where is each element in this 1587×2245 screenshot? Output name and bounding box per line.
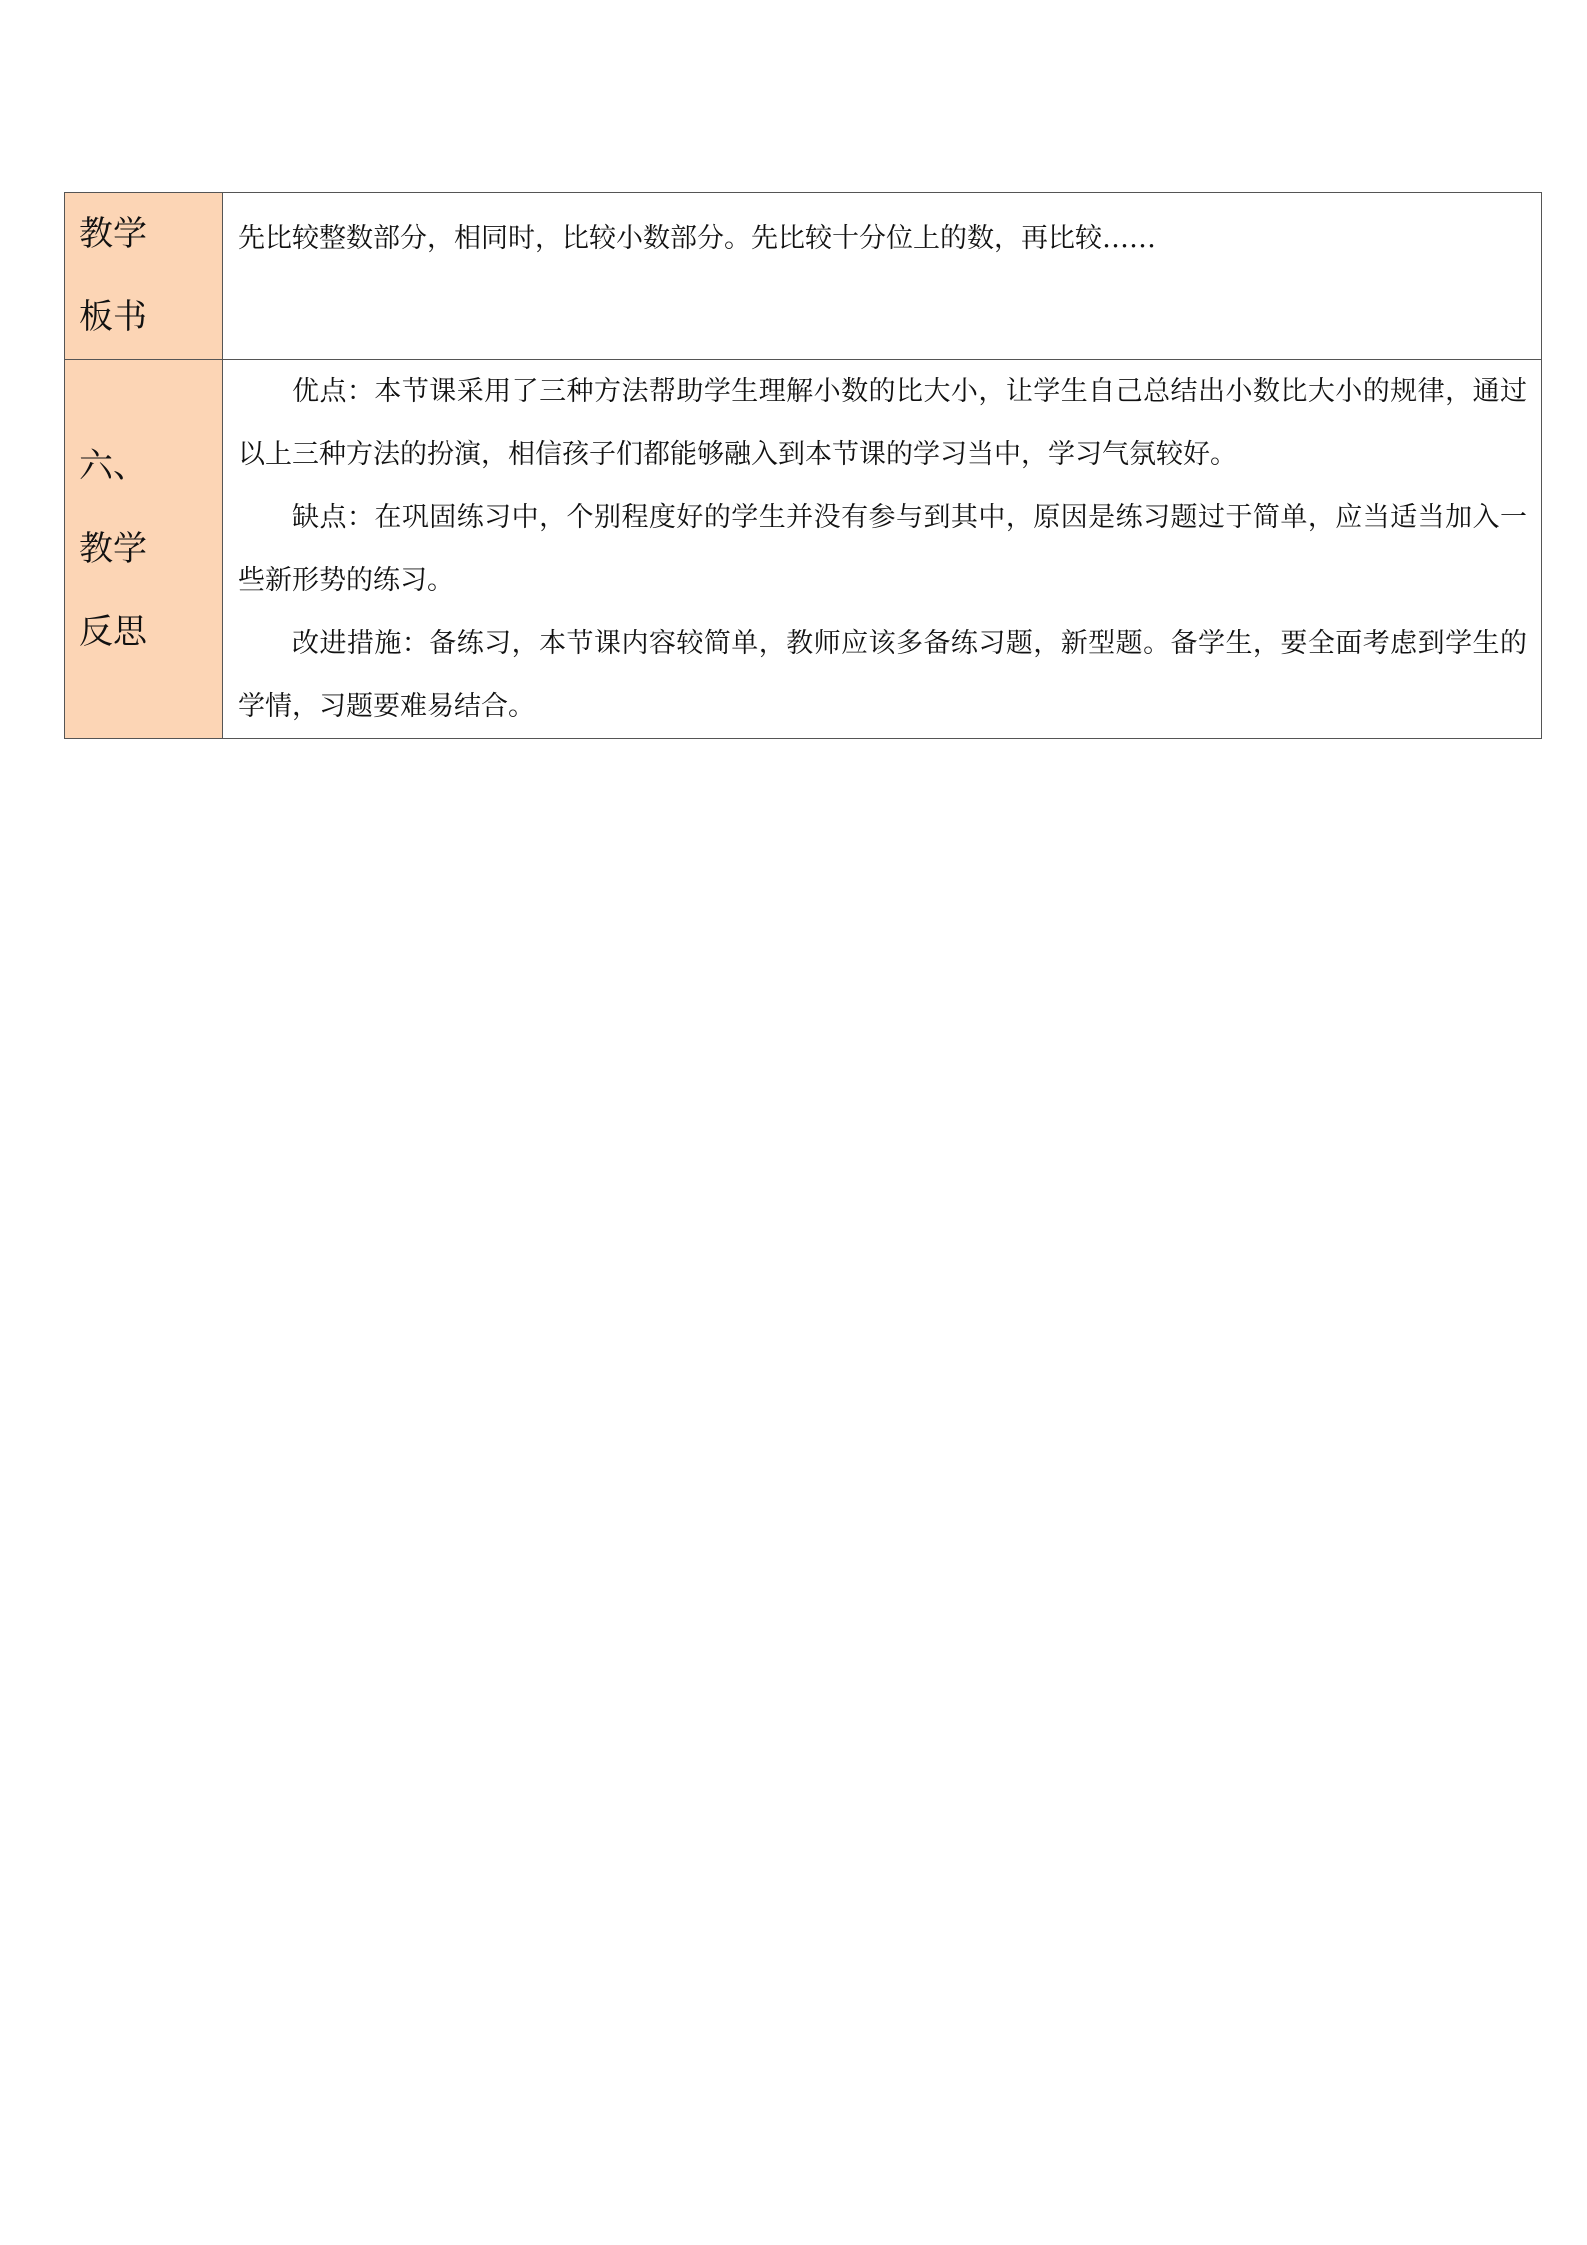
label-line: 教学 xyxy=(79,528,147,569)
label-line: 板书 xyxy=(79,297,147,337)
lesson-plan-table xyxy=(64,192,1542,739)
label-line: 教学 xyxy=(79,214,147,254)
board-writing-text: 先比较整数部分，相同时，比较小数部分。先比较十分位上的数，再比较…… xyxy=(238,223,1156,254)
label-cell-reflection xyxy=(65,360,223,739)
table-row-board-writing xyxy=(65,193,1542,360)
reflection-paragraph-weaknesses: 缺点：在巩固练习中，个别程度好的学生并没有参与到其中，原因是练习题过于简单，应当适当加入一些新形势的练习。 xyxy=(238,502,1527,596)
label-line: 六、 xyxy=(79,445,147,486)
content-cell-reflection xyxy=(223,360,1542,739)
content-cell-board-writing xyxy=(223,193,1542,360)
reflection-text xyxy=(223,360,1541,738)
row-label xyxy=(65,193,222,359)
reflection-paragraph-improvements: 改进措施：备练习，本节课内容较简单，教师应该多备练习题，新型题。备学生，要全面考虑到学生的学情，习题要难易结合。 xyxy=(238,628,1527,722)
table-row-reflection xyxy=(65,360,1542,739)
label-line: 反思 xyxy=(79,611,147,652)
row-label xyxy=(65,425,222,674)
reflection-paragraph-strengths: 优点：本节课采用了三种方法帮助学生理解小数的比大小，让学生自己总结出小数比大小的规律，通过以上三种方法的扮演，相信孩子们都能够融入到本节课的学习当中，学习气氛较好。 xyxy=(238,376,1527,470)
label-cell-board-writing xyxy=(65,193,223,360)
